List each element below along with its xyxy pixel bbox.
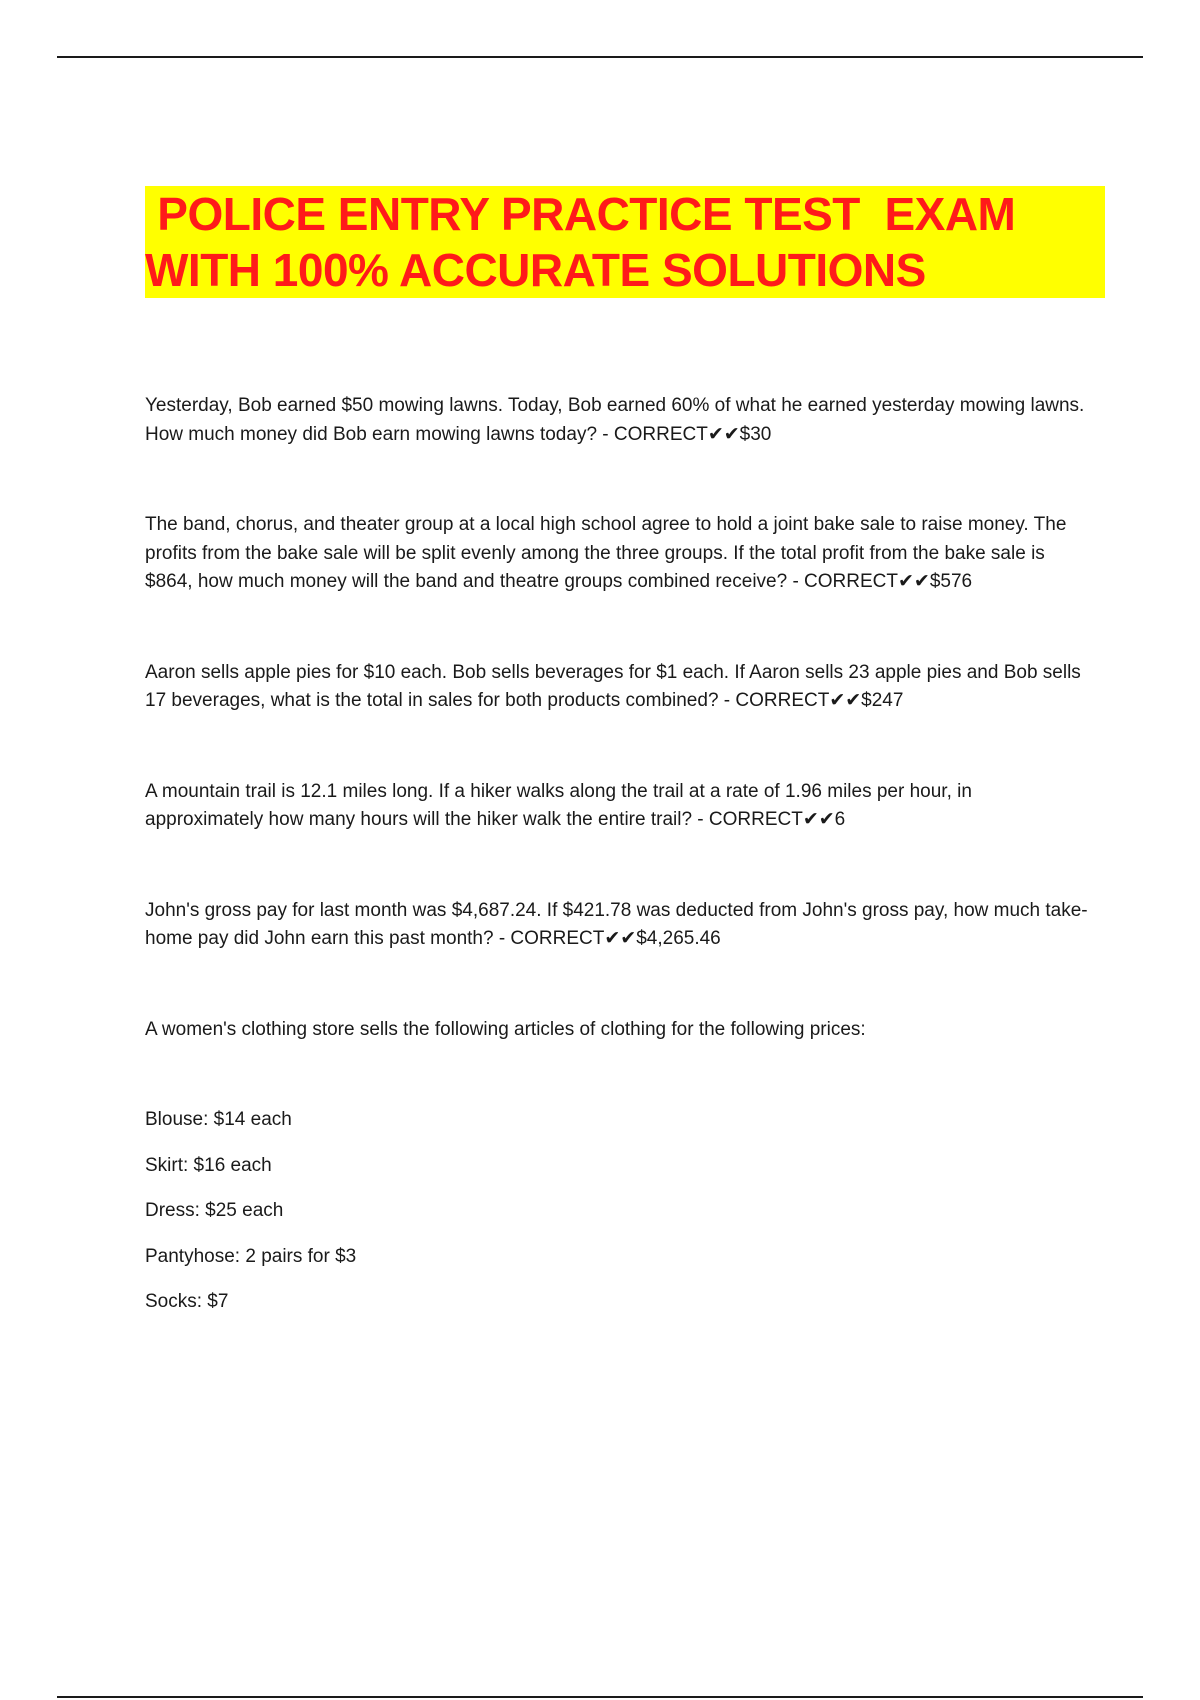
question-3 (145, 659, 1095, 716)
question-text: Yesterday, Bob earned $50 mowing lawns. Today, Bob earned 60% of what he earned yesterday mowing lawns. How much money did Bob earn mowing lawns today? - CORRECT✔✔$30 (145, 395, 1085, 445)
question-1 (145, 392, 1095, 449)
title-line-1: POLICE ENTRY PRACTICE TEST EXAM (145, 188, 1016, 240)
question-text: John's gross pay for last month was $4,687.24. If $421.78 was deducted from John's gross pay, how much take-home pay did John earn this past month? - CORRECT✔✔$4,265.46 (145, 899, 1088, 949)
document-title (145, 186, 1105, 298)
question-5 (145, 897, 1095, 954)
document-body (145, 392, 1095, 1334)
question-text: Aaron sells apple pies for $10 each. Bob sells beverages for $1 each. If Aaron sells 23 apple pies and Bob sells 17 beverages, what is the total in sales for both products combined? - CORRECT✔✔$247 (145, 661, 1081, 711)
clothing-intro: A women's clothing store sells the following articles of clothing for the following prices: (145, 1018, 866, 1040)
question-text: The band, chorus, and theater group at a local high school agree to hold a joint bake sale to raise money. The profits from the bake sale will be split evenly among the three groups. If the total profit from the bake sale is $864, how much money will the band and theatre groups combined receive? - CORRECT✔✔$576 (145, 514, 1067, 592)
price-item-pantyhose: Pantyhose: 2 pairs for $3 (145, 1245, 357, 1267)
price-item-skirt: Skirt: $16 each (145, 1154, 272, 1176)
question-text: A mountain trail is 12.1 miles long. If a hiker walks along the trail at a rate of 1.96 miles per hour, in approximately how many hours will the hiker walk the entire trail? - CORRECT✔✔6 (145, 780, 972, 830)
price-item-blouse: Blouse: $14 each (145, 1109, 292, 1130)
top-rule (57, 56, 1143, 58)
price-item-dress: Dress: $25 each (145, 1200, 284, 1221)
title-line-2: WITH 100% ACCURATE SOLUTIONS (145, 244, 926, 296)
price-item-socks: Socks: $7 (145, 1291, 229, 1312)
bottom-rule (57, 1696, 1143, 1698)
clothing-price-list (145, 1106, 1095, 1317)
question-2 (145, 511, 1095, 597)
question-4 (145, 778, 1095, 835)
